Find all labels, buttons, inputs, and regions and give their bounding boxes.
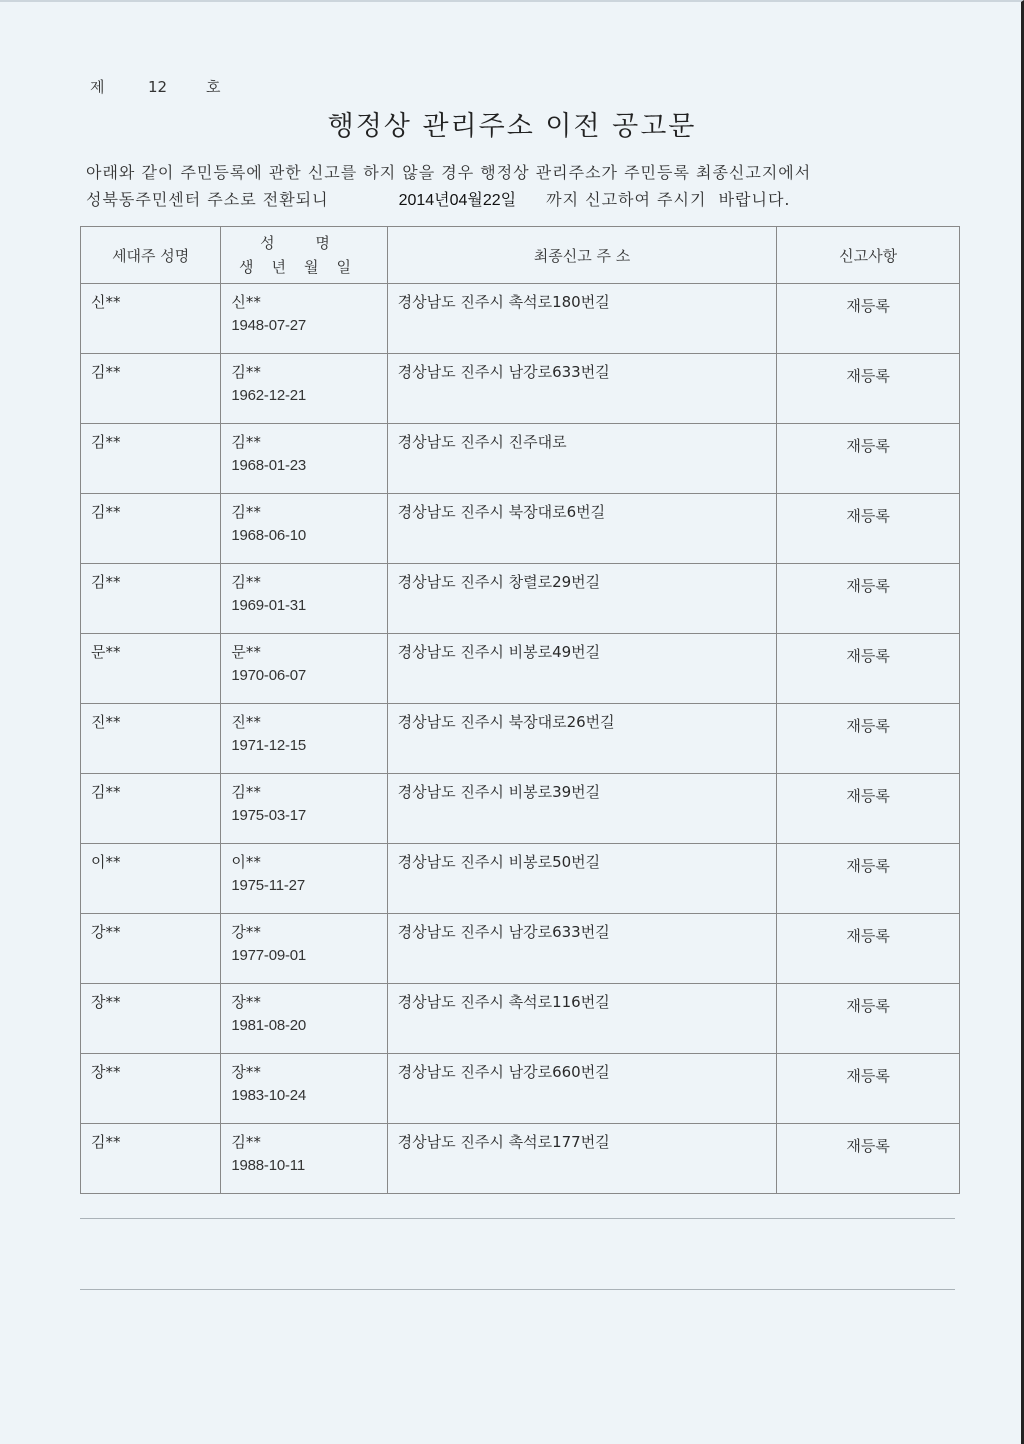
page-title: 행정상 관리주소 이전 공고문 (327, 111, 697, 142)
householder-cell (81, 984, 221, 1054)
person-info (221, 844, 386, 904)
person-info (221, 564, 386, 624)
householder-name: 강** (91, 923, 121, 941)
report-text: 재등록 (846, 647, 890, 665)
householder-cell (81, 914, 221, 984)
householder-cell (81, 704, 221, 774)
person-name: 장** (231, 1063, 261, 1081)
householder-cell (81, 564, 221, 634)
address-text: 경상남도 진주시 촉석로116번길 (397, 993, 610, 1011)
person-cell (221, 494, 387, 564)
report-text: 재등록 (846, 787, 890, 805)
table-row (81, 564, 960, 634)
householder-name: 김** (91, 783, 121, 801)
table-body (81, 284, 960, 1194)
address-cell (387, 984, 777, 1054)
householder-cell (81, 844, 221, 914)
address-text: 경상남도 진주시 북장대로26번길 (397, 713, 615, 731)
address-text: 경상남도 진주시 북장대로6번길 (397, 503, 606, 521)
report-cell (777, 424, 960, 494)
address-cell (387, 494, 777, 564)
person-cell (221, 1054, 387, 1124)
person-name: 신** (231, 293, 261, 311)
blank-rule-2 (80, 1289, 955, 1290)
header-name-birth (221, 227, 387, 284)
table-row (81, 844, 960, 914)
report-text: 재등록 (846, 1067, 890, 1085)
householder-name: 문** (91, 643, 121, 661)
address-cell (387, 914, 777, 984)
birth-date: 1981-08-20 (231, 1017, 307, 1034)
person-info (221, 914, 386, 974)
birth-date: 1975-11-27 (231, 877, 305, 894)
report-text: 재등록 (846, 507, 890, 525)
header-address: 최종신고 주 소 (387, 227, 777, 284)
person-info (221, 984, 386, 1044)
table-row (81, 704, 960, 774)
householder-name: 김** (91, 1133, 121, 1151)
table-row (81, 634, 960, 704)
table-row (81, 354, 960, 424)
header-name: 성 명 (260, 234, 348, 252)
intro-line-2-end: 까지 신고하여 주시기 바랍니다. (546, 190, 791, 209)
person-name: 김** (231, 1133, 261, 1151)
report-cell (777, 914, 960, 984)
header-householder: 세대주 성명 (81, 227, 221, 284)
person-name: 김** (231, 573, 261, 591)
deadline-date: 2014년04월22일 (398, 192, 517, 209)
report-text: 재등록 (846, 1137, 890, 1155)
address-text: 경상남도 진주시 촉석로177번길 (397, 1133, 610, 1151)
birth-date: 1969-01-31 (231, 597, 307, 614)
birth-date: 1975-03-17 (231, 807, 307, 824)
person-info (221, 494, 386, 554)
table-row (81, 914, 960, 984)
report-cell (777, 494, 960, 564)
number-prefix: 제 (90, 78, 105, 96)
birth-date: 1983-10-24 (231, 1087, 307, 1104)
address-cell (387, 1054, 777, 1124)
person-info (221, 424, 386, 484)
address-cell (387, 634, 777, 704)
report-cell (777, 634, 960, 704)
address-text: 경상남도 진주시 창렬로29번길 (397, 573, 601, 591)
address-text: 경상남도 진주시 비봉로50번길 (397, 853, 601, 871)
person-name: 진** (231, 713, 261, 731)
householder-name: 진** (91, 713, 121, 731)
address-cell (387, 284, 777, 354)
report-text: 재등록 (846, 927, 890, 945)
table-row (81, 1124, 960, 1194)
birth-date: 1948-07-27 (231, 317, 307, 334)
report-text: 재등록 (846, 717, 890, 735)
report-cell (777, 284, 960, 354)
person-name: 장** (231, 993, 261, 1011)
address-text: 경상남도 진주시 비봉로39번길 (397, 783, 601, 801)
report-text: 재등록 (846, 997, 890, 1015)
person-name: 김** (231, 783, 261, 801)
report-cell (777, 704, 960, 774)
blank-rule-1 (80, 1218, 955, 1219)
birth-date: 1968-06-10 (231, 527, 307, 544)
person-info (221, 704, 386, 764)
person-cell (221, 284, 387, 354)
address-text: 경상남도 진주시 남강로660번길 (397, 1063, 610, 1081)
birth-date: 1977-09-01 (231, 947, 307, 964)
householder-cell (81, 1124, 221, 1194)
person-cell (221, 774, 387, 844)
report-text: 재등록 (846, 437, 890, 455)
birth-date: 1962-12-21 (231, 387, 307, 404)
person-info (221, 284, 386, 344)
number-suffix: 호 (206, 78, 221, 96)
householder-cell (81, 424, 221, 494)
person-name: 김** (231, 503, 261, 521)
birth-date: 1970-06-07 (231, 667, 307, 684)
householder-name: 장** (91, 1063, 121, 1081)
document-number (90, 76, 221, 97)
address-cell (387, 354, 777, 424)
report-text: 재등록 (846, 577, 890, 595)
householder-cell (81, 634, 221, 704)
report-cell (777, 844, 960, 914)
birth-date: 1971-12-15 (231, 737, 307, 754)
householder-name: 신** (91, 293, 121, 311)
person-name: 김** (231, 363, 261, 381)
householder-name: 장** (91, 993, 121, 1011)
report-text: 재등록 (846, 367, 890, 385)
address-text: 경상남도 진주시 남강로633번길 (397, 923, 610, 941)
intro-line-2 (86, 186, 811, 214)
address-cell (387, 774, 777, 844)
person-cell (221, 914, 387, 984)
householder-cell (81, 774, 221, 844)
person-cell (221, 844, 387, 914)
report-cell (777, 984, 960, 1054)
householder-cell (81, 494, 221, 564)
report-text: 재등록 (846, 857, 890, 875)
table-row (81, 494, 960, 564)
report-text: 재등록 (846, 297, 890, 315)
person-cell (221, 1124, 387, 1194)
address-cell (387, 704, 777, 774)
table-row (81, 774, 960, 844)
person-cell (221, 704, 387, 774)
report-cell (777, 774, 960, 844)
person-name: 김** (231, 433, 261, 451)
number-value: 12 (148, 78, 168, 96)
person-name: 이** (231, 853, 261, 871)
address-cell (387, 424, 777, 494)
person-cell (221, 354, 387, 424)
table-header-row (81, 227, 960, 284)
person-name: 문** (231, 643, 261, 661)
person-name: 강** (231, 923, 261, 941)
report-cell (777, 1054, 960, 1124)
report-cell (777, 1124, 960, 1194)
address-text: 경상남도 진주시 비봉로49번길 (397, 643, 601, 661)
report-cell (777, 354, 960, 424)
householder-name: 김** (91, 363, 121, 381)
address-cell (387, 1124, 777, 1194)
householder-name: 김** (91, 573, 121, 591)
person-info (221, 1124, 386, 1184)
birth-date: 1968-01-23 (231, 457, 307, 474)
person-info (221, 634, 386, 694)
header-birth: 생년월일 (239, 258, 369, 276)
intro-line-1: 아래와 같이 주민등록에 관한 신고를 하지 않을 경우 행정상 관리주소가 주민등록 최종신고지에서 (86, 163, 812, 182)
person-info (221, 354, 386, 414)
address-cell (387, 844, 777, 914)
intro-paragraph (86, 159, 811, 214)
table-row (81, 1054, 960, 1124)
table-row (81, 424, 960, 494)
householder-cell (81, 1054, 221, 1124)
householder-cell (81, 284, 221, 354)
person-cell (221, 634, 387, 704)
address-cell (387, 564, 777, 634)
table-row (81, 984, 960, 1054)
address-text: 경상남도 진주시 진주대로 (397, 433, 567, 451)
householder-cell (81, 354, 221, 424)
person-info (221, 1054, 386, 1114)
intro-line-2-start: 성북동주민센터 주소로 전환되니 (86, 190, 329, 209)
header-report: 신고사항 (777, 227, 960, 284)
householder-name: 김** (91, 503, 121, 521)
address-text: 경상남도 진주시 남강로633번길 (397, 363, 610, 381)
address-text: 경상남도 진주시 촉석로180번길 (397, 293, 610, 311)
householder-name: 이** (91, 853, 121, 871)
person-cell (221, 984, 387, 1054)
report-cell (777, 564, 960, 634)
table-row (81, 284, 960, 354)
person-cell (221, 564, 387, 634)
person-cell (221, 424, 387, 494)
notice-table (80, 226, 960, 1194)
birth-date: 1988-10-11 (231, 1157, 305, 1174)
householder-name: 김** (91, 433, 121, 451)
person-info (221, 774, 386, 834)
